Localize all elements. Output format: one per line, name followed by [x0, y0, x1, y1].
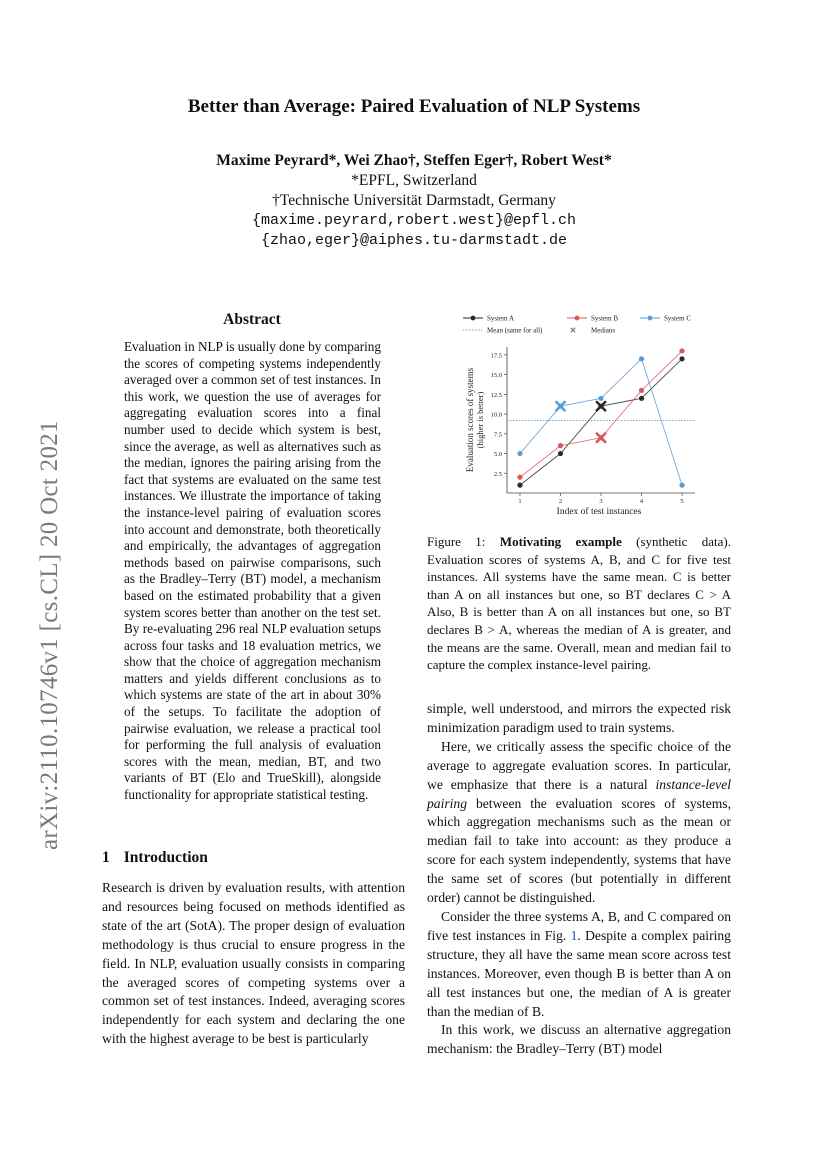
y-axis-sublabel: (higher is better) — [475, 391, 485, 449]
email-epfl[interactable]: {maxime.peyrard,robert.west}@epfl.ch — [251, 212, 577, 229]
legend-marker — [648, 316, 653, 321]
series-line-system-b — [520, 351, 682, 477]
legend-medians-label: Medians — [591, 326, 616, 335]
data-point-system-c — [639, 356, 644, 361]
motivating-example-chart — [455, 305, 705, 520]
arxiv-id: arXiv:2110.10746v1 [cs.CL] 20 Oct 2021 — [36, 420, 63, 850]
intro-paragraph-3 — [427, 738, 731, 908]
caption-text: (synthetic data). Evaluation scores of systems A, B, and C for five test instances. All systems have the same mean. C is better than A on all instances but one, so BT declares C > A Also, B is better than A on all instances but one, so BT declares B > A, whereas the median of A is greater, and the means are the same. Overall, mean and median fail to capture the complex instance-level pairing. — [427, 534, 731, 673]
data-point-system-a — [639, 396, 644, 401]
legend-label: System A — [487, 314, 515, 323]
abstract-body: Evaluation in NLP is usually done by comparing the scores of competing systems independently averaged over a common set of test instances. In this work, we question the use of averages for aggregating evaluation scores into a final number used to decide which system is best, since the average, as well as alternatives such as the median, ignores the pairing arising from the fact that systems are evaluated on the same test instances. We illustrate the importance of taking the instance-level pairing of evaluation scores into account and demonstrate, both theoretically and empirically, the advantages of aggregation methods based on pairwise comparisons, such as the Bradley–Terry (BT) model, a mechanism based on the estimated probability that a given system scores better than another on the test set. By re-evaluating 296 real NLP evaluation setups across four tasks and 18 evaluation metrics, we show that the choice of aggregation mechanism matters and yields different conclusions as to which systems are state of the art in about 30% of the setups. To facilitate the adoption of pairwise evaluation, we release a practical tool for performing the full analysis of evaluation scores with the mean, median, BT, and two variants of BT (Elo and TrueSkill), alongside functionality for appropriate statistical testing. — [124, 339, 381, 803]
email-tud[interactable]: {zhao,eger}@aiphes.tu-darmstadt.de — [260, 232, 568, 249]
figure-caption — [427, 533, 731, 674]
data-point-system-c — [598, 396, 603, 401]
intro-paragraph-1: Research is driven by evaluation results, with attention and resources being focused on methods identified as state of the art (SotA). The proper design of evaluation methodology is thus crucial to ensure progress in the field. In NLP, evaluation usually consists in comparing the averaged scores of competing systems over a common set of test instances. Indeed, averaging scores independently for each system and declaring the one with the highest average to be best is particularly — [102, 880, 405, 1047]
intro-paragraph-4 — [427, 908, 731, 1021]
paper-title: Better than Average: Paired Evaluation of NLP Systems — [187, 96, 641, 117]
author-names: Maxime Peyrard*, Wei Zhao†, Steffen Eger†, Robert West* — [216, 152, 612, 169]
figure-1 — [455, 305, 705, 520]
abstract-heading: Abstract — [223, 311, 281, 328]
data-point-system-b — [639, 388, 644, 393]
legend-mean-label: Mean (same for all) — [487, 326, 543, 335]
data-point-system-b — [679, 348, 684, 353]
affiliation-tud: †Technische Universität Darmstadt, Germany — [272, 192, 556, 209]
x-tick-label: 1 — [518, 498, 522, 505]
section-title: Introduction — [123, 849, 208, 866]
section-heading — [102, 849, 208, 867]
y-tick-label: 12.5 — [490, 391, 502, 399]
series-line-system-a — [520, 359, 682, 485]
data-point-system-c — [517, 451, 522, 456]
section-number: 1 — [102, 849, 110, 866]
arxiv-stamp — [6, 380, 66, 850]
legend-marker — [471, 316, 476, 321]
x-tick-label: 2 — [558, 498, 563, 505]
para4-text-a: Consider the three systems A, B, and C compared on five test instances in Fig. — [427, 908, 731, 943]
y-axis-label: Evaluation scores of systems — [465, 367, 475, 473]
author-block — [0, 151, 828, 251]
data-point-system-b — [558, 443, 563, 448]
intro-paragraph-2: simple, well understood, and mirrors the expected risk minimization paradigm used to train systems. — [427, 701, 731, 735]
y-tick-label: 5.0 — [493, 451, 502, 459]
data-point-system-c — [679, 483, 684, 488]
para4-text-b: . Despite a complex pairing structure, they all have the same mean score across test instances. Moreover, even though B is better than A on all test instances but one, the median of A is greater than the median of B. — [427, 927, 731, 1019]
x-tick-label: 5 — [680, 498, 684, 505]
caption-bold: Motivating example — [499, 534, 622, 549]
para3-text-a: Here, we critically assess the specific choice of the average to aggregate evaluation scores. In particular, we emphasize that there is a natural — [427, 738, 731, 792]
x-tick-label: 3 — [599, 498, 603, 505]
legend-label: System B — [591, 314, 619, 323]
x-axis-label: Index of test instances — [556, 507, 642, 517]
data-point-system-b — [517, 475, 522, 480]
y-tick-label: 15.0 — [490, 372, 502, 380]
legend-marker — [575, 316, 580, 321]
para3-emphasis: instance-level pairing — [427, 776, 731, 811]
y-tick-label: 17.5 — [490, 352, 502, 360]
legend-label: System C — [664, 314, 692, 323]
y-tick-label: 7.5 — [493, 431, 502, 439]
x-tick-label: 4 — [639, 498, 644, 505]
y-tick-label: 10.0 — [490, 411, 502, 419]
intro-left-column — [102, 879, 405, 1049]
data-point-system-a — [558, 451, 563, 456]
intro-right-column — [427, 700, 731, 1059]
intro-paragraph-5: In this work, we discuss an alternative aggregation mechanism: the Bradley–Terry (BT) model — [427, 1022, 731, 1057]
y-tick-label: 2.5 — [493, 470, 502, 478]
data-point-system-a — [679, 356, 684, 361]
para3-text-b: between the evaluation scores of systems, which aggregation mechanisms such as the mean or median fail to take into account: as they produce a score for each system independently, systems that have the same set of scores (but potentially in different order) cannot be distinguished. — [427, 795, 731, 906]
figure-ref-link[interactable]: 1 — [570, 927, 578, 943]
data-point-system-a — [517, 483, 522, 488]
caption-label: Figure 1: — [427, 534, 500, 549]
affiliation-epfl: *EPFL, Switzerland — [351, 172, 477, 189]
